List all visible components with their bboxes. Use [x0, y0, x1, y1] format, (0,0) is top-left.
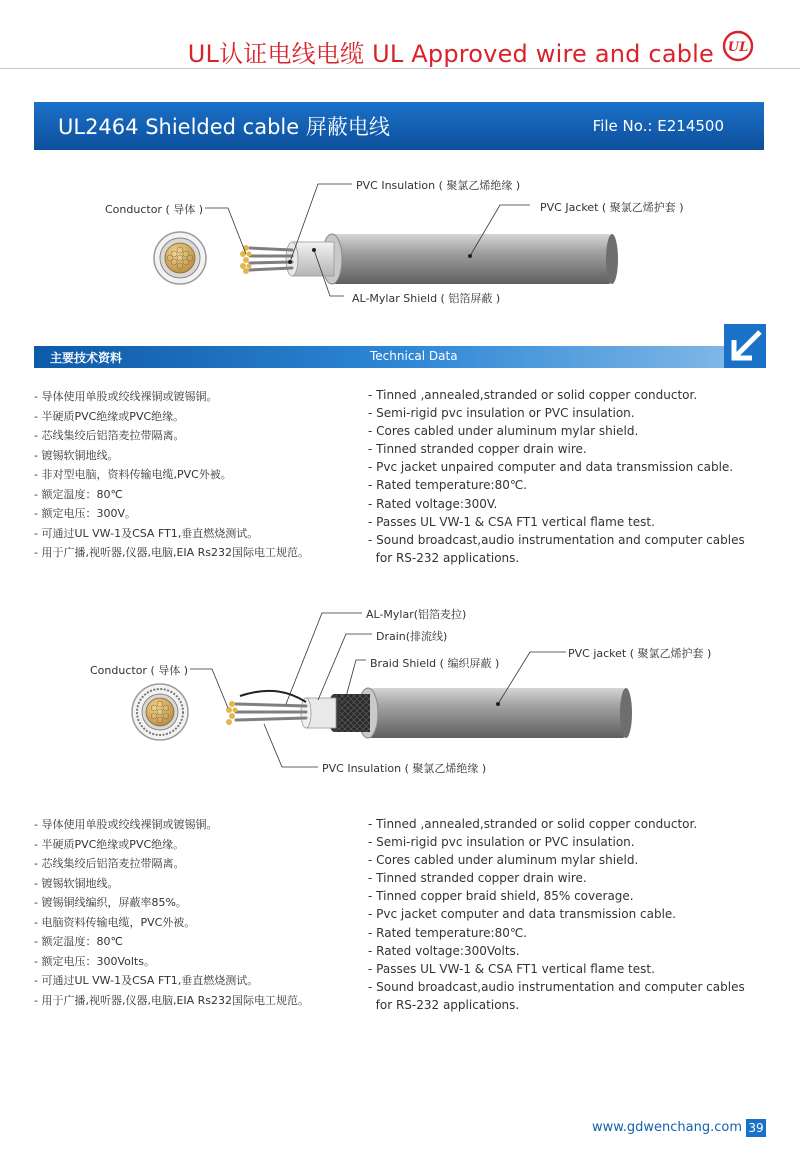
spec-en-item: - Tinned stranded copper drain wire. — [368, 442, 587, 457]
spec-cn-item: - 可通过UL VW-1及CSA FT1,垂直燃烧测试。 — [34, 974, 259, 987]
ul-logo-icon — [722, 30, 754, 62]
page-header-title: UL认证电线电缆 UL Approved wire and cable — [187, 40, 714, 68]
spec-cn-item: - 用于广播,视听器,仪器,电脑,EIA Rs232国际电工规范。 — [34, 993, 310, 1007]
label-al-mylar-2: AL-Mylar(铝箔麦拉) — [366, 608, 467, 621]
page-number: 39 — [746, 1119, 766, 1137]
spec-en-item: for RS-232 applications. — [368, 550, 520, 565]
spec-en-item: - Semi-rigid pvc insulation or PVC insulation. — [368, 406, 635, 421]
cable-body-1 — [240, 234, 618, 284]
spec-en-item: - Semi-rigid pvc insulation or PVC insulation. — [368, 835, 635, 850]
cross-section-1 — [154, 232, 206, 284]
cable-body-2 — [226, 688, 632, 738]
spec-en-item: - Rated voltage:300Volts. — [368, 943, 520, 958]
technical-data-bar — [34, 346, 724, 368]
technical-data-title-en: Technical Data — [370, 349, 458, 363]
spec-en-item: - Rated temperature:80℃. — [368, 478, 528, 493]
spec-cn-item: - 镀锡软铜地线。 — [34, 448, 119, 462]
spec-en-item: - Rated temperature:80℃. — [368, 925, 528, 940]
label-pvc-insulation-2: PVC Insulation ( 聚氯乙烯绝缘 ) — [322, 762, 487, 775]
spec-en-item: - Pvc jacket computer and data transmission cable. — [368, 907, 677, 922]
spec-cn-item: - 用于广播,视听器,仪器,电脑,EIA Rs232国际电工规范。 — [34, 546, 310, 559]
label-conductor-2: Conductor ( 导体 ) — [90, 664, 189, 677]
spec-cn-item: - 半硬质PVC绝缘或PVC绝缘。 — [34, 837, 185, 851]
spec-cn-item: - 额定温度：80℃ — [34, 487, 123, 501]
spec-en-item: - Passes UL VW-1 & CSA FT1 vertical flame test. — [368, 514, 655, 529]
spec-en-item: - Cores cabled under aluminum mylar shield. — [368, 853, 639, 868]
spec-cn-item: - 镀锡软铜地线。 — [34, 876, 119, 890]
spec-en-item: - Cores cabled under aluminum mylar shield. — [368, 424, 639, 439]
footer-website-link[interactable]: www.gdwenchang.com — [592, 1120, 742, 1135]
specs-list-cn-2 — [34, 815, 309, 1010]
label-drain-2: Drain(排流线) — [376, 630, 448, 643]
spec-en-item: - Rated voltage:300V. — [368, 496, 498, 511]
spec-en-item: - Sound broadcast,audio instrumentation and computer cables — [368, 979, 745, 994]
ul-logo-text: UL — [727, 40, 749, 55]
spec-en-item: for RS-232 applications. — [368, 997, 520, 1012]
product-banner — [34, 102, 764, 150]
spec-en-item: - Tinned ,annealed,stranded or solid copper conductor. — [368, 817, 698, 831]
spec-en-item: - Tinned stranded copper drain wire. — [368, 871, 587, 886]
spec-en-item: - Tinned copper braid shield, 85% coverage. — [368, 889, 634, 904]
spec-cn-item: - 额定电压：300V。 — [34, 507, 136, 520]
spec-cn-item: - 可通过UL VW-1及CSA FT1,垂直燃烧测试。 — [34, 526, 259, 540]
product-title: UL2464 Shielded cable 屏蔽电线 — [58, 115, 390, 139]
spec-en-item: - Passes UL VW-1 & CSA FT1 vertical flame test. — [368, 961, 655, 976]
header-divider — [0, 68, 800, 69]
spec-cn-item: - 非对型电脑，资料传输电缆,PVC外被。 — [34, 468, 232, 481]
label-al-mylar-shield-1: AL-Mylar Shield ( 铝箔屏蔽 ) — [352, 292, 501, 305]
specs-list-en-1 — [368, 386, 745, 567]
technical-data-title-cn: 主要技术资料 — [50, 351, 123, 365]
spec-en-item: - Sound broadcast,audio instrumentation and computer cables — [368, 532, 745, 547]
spec-cn-item: - 半硬质PVC绝缘或PVC绝缘。 — [34, 409, 185, 423]
spec-cn-item: - 额定温度：80℃ — [34, 935, 123, 948]
spec-cn-item: - 电脑资料传输电缆，PVC外被。 — [34, 915, 196, 929]
spec-cn-item: - 芯线集绞后铝箔麦拉带隔离。 — [34, 429, 185, 442]
specs-list-en-2 — [368, 815, 745, 1014]
spec-cn-item: - 芯线集绞后铝箔麦拉带隔离。 — [34, 857, 185, 870]
cross-section-2 — [132, 684, 188, 740]
spec-cn-item: - 额定电压：300Volts。 — [34, 954, 155, 968]
label-braid-shield-2: Braid Shield ( 编织屏蔽 ) — [370, 657, 500, 670]
spec-en-item: - Pvc jacket unpaired computer and data transmission cable. — [368, 460, 734, 475]
label-pvc-jacket-1: PVC Jacket ( 聚氯乙烯护套 ) — [540, 201, 684, 214]
spec-cn-item: - 导体使用单股或绞线裸铜或镀锡铜。 — [34, 818, 218, 831]
label-pvc-jacket-2: PVC jacket ( 聚氯乙烯护套 ) — [568, 647, 712, 660]
file-number: File No.: E214500 — [592, 117, 724, 135]
spec-cn-item: - 导体使用单股或绞线裸铜或镀锡铜。 — [34, 390, 218, 403]
spec-cn-item: - 镀锡铜线编织，屏蔽率85%。 — [34, 896, 187, 909]
arrow-corner-icon — [724, 324, 766, 368]
label-conductor-1: Conductor ( 导体 ) — [105, 203, 204, 216]
specs-list-cn-1 — [34, 387, 309, 563]
spec-en-item: - Tinned ,annealed,stranded or solid copper conductor. — [368, 388, 698, 402]
label-pvc-insulation-1: PVC Insulation ( 聚氯乙烯绝缘 ) — [356, 179, 521, 192]
